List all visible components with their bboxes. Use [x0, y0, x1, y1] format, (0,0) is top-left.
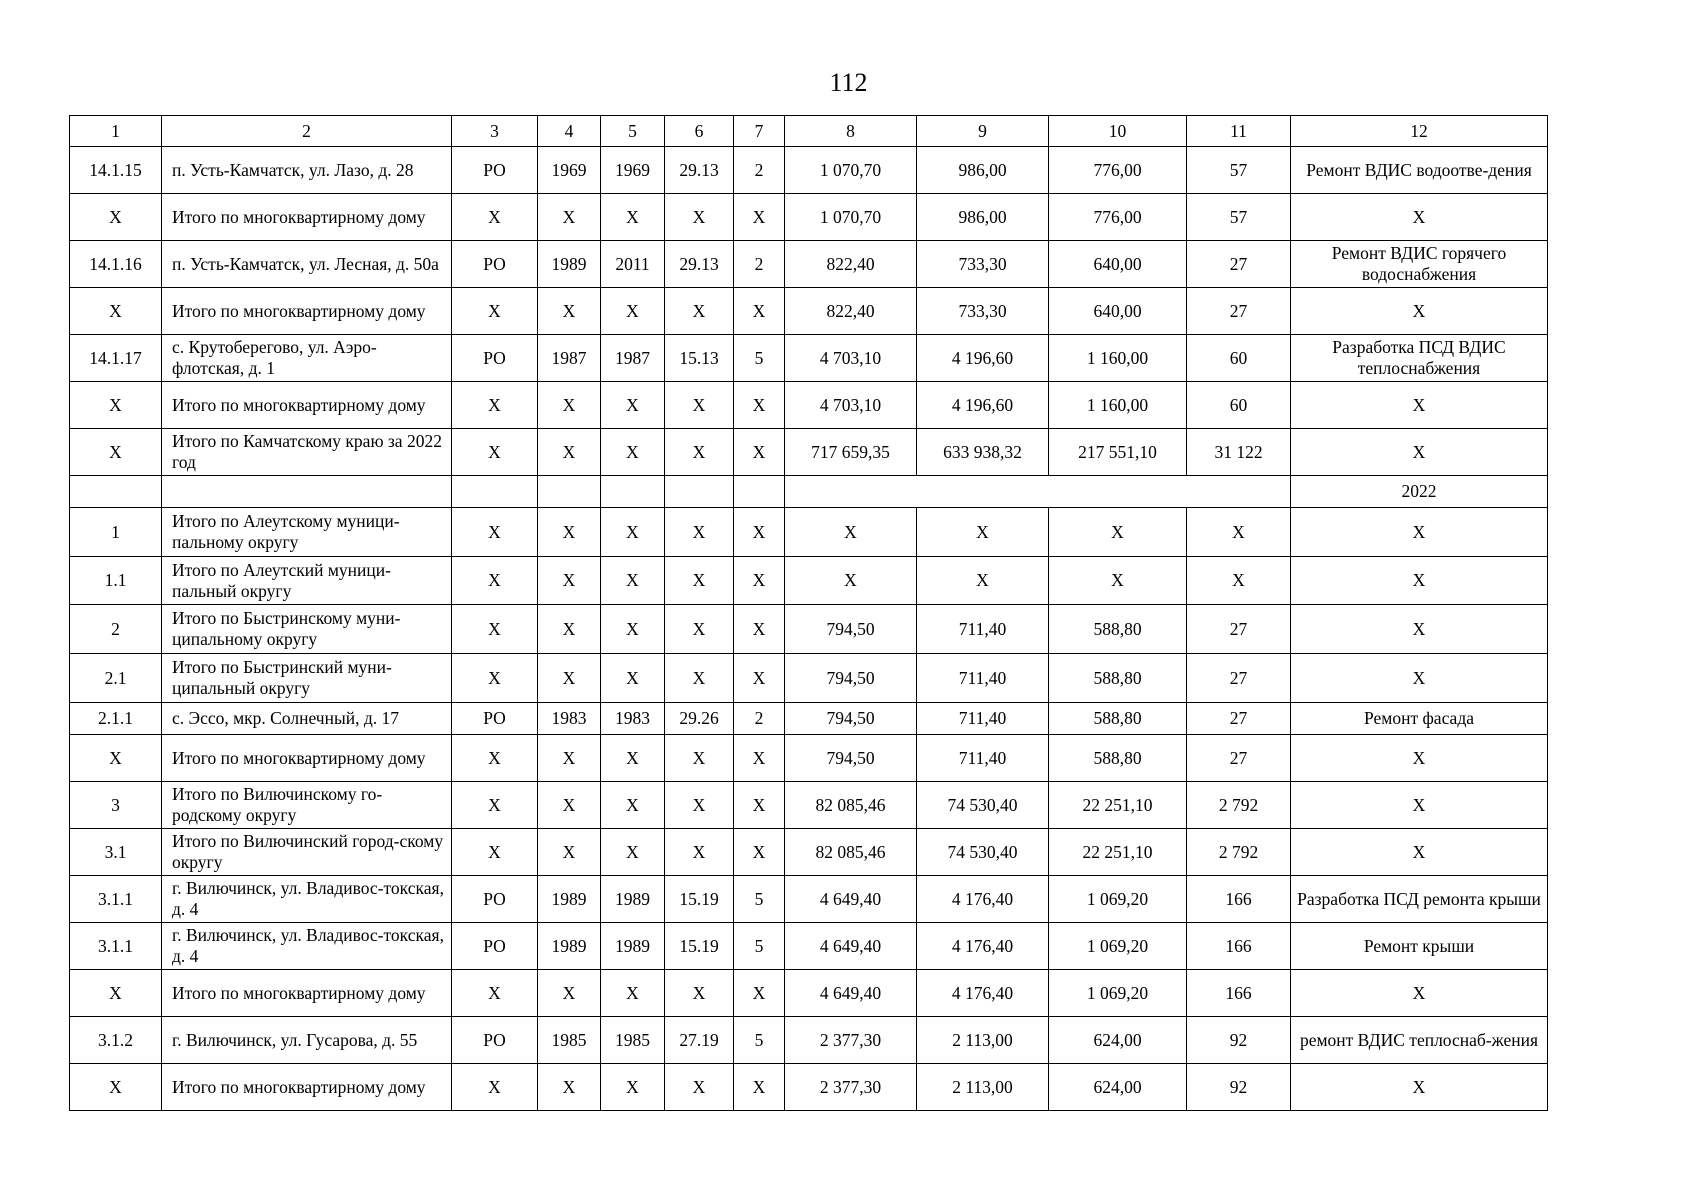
wall-type-cell: 15.19	[665, 876, 734, 923]
living-area-cell: 711,40	[917, 654, 1049, 703]
category-cell: X	[452, 605, 538, 654]
living-area-cell: 711,40	[917, 605, 1049, 654]
floors-cell: X	[734, 829, 785, 876]
year-commissioned-cell: X	[601, 382, 665, 429]
address-cell: Итого по многоквартирному дому	[162, 288, 452, 335]
floors-cell: X	[734, 382, 785, 429]
column-number-cell: 10	[1049, 116, 1187, 147]
year-built-cell: 1985	[538, 1017, 601, 1064]
row-number-cell: X	[70, 429, 162, 476]
work-type-cell: X	[1291, 382, 1548, 429]
non-living-area-cell: 588,80	[1049, 735, 1187, 782]
residents-cell: 60	[1187, 335, 1291, 382]
residents-cell: 31 122	[1187, 429, 1291, 476]
residents-cell: 27	[1187, 605, 1291, 654]
year-commissioned-cell: 1987	[601, 335, 665, 382]
column-number-cell: 5	[601, 116, 665, 147]
category-cell: РО	[452, 335, 538, 382]
year-built-cell: X	[538, 970, 601, 1017]
wall-type-cell: X	[665, 557, 734, 605]
year-commissioned-cell: 1983	[601, 703, 665, 735]
living-area-cell: 711,40	[917, 735, 1049, 782]
address-cell: Итого по Камчатскому краю за 2022 год	[162, 429, 452, 476]
residents-cell: 166	[1187, 970, 1291, 1017]
year-commissioned-cell: X	[601, 429, 665, 476]
row-number-cell: 3.1.2	[70, 1017, 162, 1064]
living-area-cell: 4 196,60	[917, 335, 1049, 382]
work-type-cell: X	[1291, 654, 1548, 703]
total-area-cell: 4 703,10	[785, 335, 917, 382]
year-built-cell: X	[538, 782, 601, 829]
year-built-cell: X	[538, 654, 601, 703]
non-living-area-cell: 1 069,20	[1049, 970, 1187, 1017]
non-living-area-cell: 624,00	[1049, 1064, 1187, 1111]
category-cell: X	[452, 288, 538, 335]
column-number-cell: 12	[1291, 116, 1548, 147]
address-cell: г. Вилючинск, ул. Гусарова, д. 55	[162, 1017, 452, 1064]
floors-cell: 5	[734, 335, 785, 382]
non-living-area-cell: 1 069,20	[1049, 923, 1187, 970]
living-area-cell: 986,00	[917, 147, 1049, 194]
year-built-cell: 1983	[538, 703, 601, 735]
table-row	[70, 829, 1548, 876]
total-area-cell: 4 649,40	[785, 876, 917, 923]
residents-cell: 166	[1187, 876, 1291, 923]
work-type-cell: X	[1291, 782, 1548, 829]
year-built-cell: X	[538, 605, 601, 654]
row-number-cell: 3.1.1	[70, 923, 162, 970]
empty-cell	[452, 476, 538, 508]
wall-type-cell: 15.19	[665, 923, 734, 970]
row-number-cell: 2.1	[70, 654, 162, 703]
living-area-cell: 2 113,00	[917, 1017, 1049, 1064]
address-cell: Итого по многоквартирному дому	[162, 970, 452, 1017]
row-number-cell: 3	[70, 782, 162, 829]
living-area-cell: 4 176,40	[917, 970, 1049, 1017]
year-commissioned-cell: X	[601, 557, 665, 605]
work-type-cell: X	[1291, 970, 1548, 1017]
non-living-area-cell: X	[1049, 508, 1187, 557]
category-cell: РО	[452, 876, 538, 923]
year-built-cell: 1969	[538, 147, 601, 194]
address-cell: Итого по Быстринский муни-ципальный округу	[162, 654, 452, 703]
row-number-cell: 1	[70, 508, 162, 557]
residents-cell: 27	[1187, 703, 1291, 735]
row-number-cell: X	[70, 288, 162, 335]
row-number-cell: 1.1	[70, 557, 162, 605]
table-row	[70, 241, 1548, 288]
table-row	[70, 147, 1548, 194]
year-built-cell: X	[538, 735, 601, 782]
year-commissioned-cell: X	[601, 654, 665, 703]
table-body	[70, 116, 1548, 1111]
table-row	[70, 923, 1548, 970]
row-number-cell: 2.1.1	[70, 703, 162, 735]
column-number-cell: 1	[70, 116, 162, 147]
wall-type-cell: X	[665, 1064, 734, 1111]
living-area-cell: X	[917, 557, 1049, 605]
empty-cell	[538, 476, 601, 508]
year-built-cell: 1987	[538, 335, 601, 382]
floors-cell: X	[734, 970, 785, 1017]
total-area-cell: 1 070,70	[785, 194, 917, 241]
row-number-cell: 14.1.16	[70, 241, 162, 288]
table-row	[70, 382, 1548, 429]
work-type-cell: X	[1291, 829, 1548, 876]
wall-type-cell: X	[665, 970, 734, 1017]
total-area-cell: X	[785, 557, 917, 605]
residents-cell: 166	[1187, 923, 1291, 970]
living-area-cell: X	[917, 508, 1049, 557]
floors-cell: X	[734, 429, 785, 476]
wall-type-cell: X	[665, 829, 734, 876]
year-commissioned-cell: 1969	[601, 147, 665, 194]
residents-cell: 92	[1187, 1064, 1291, 1111]
floors-cell: X	[734, 1064, 785, 1111]
address-cell: с. Эссо, мкр. Солнечный, д. 17	[162, 703, 452, 735]
floors-cell: X	[734, 557, 785, 605]
non-living-area-cell: 588,80	[1049, 605, 1187, 654]
category-cell: X	[452, 429, 538, 476]
work-type-cell: Ремонт фасада	[1291, 703, 1548, 735]
living-area-cell: 986,00	[917, 194, 1049, 241]
address-cell: Итого по Быстринскому муни-ципальному округу	[162, 605, 452, 654]
residents-cell: 57	[1187, 147, 1291, 194]
residents-cell: 2 792	[1187, 829, 1291, 876]
work-type-cell: X	[1291, 735, 1548, 782]
column-number-cell: 11	[1187, 116, 1291, 147]
floors-cell: 5	[734, 923, 785, 970]
column-number-cell: 9	[917, 116, 1049, 147]
table-row	[70, 1017, 1548, 1064]
empty-cell	[162, 476, 452, 508]
empty-cell	[665, 476, 734, 508]
work-type-cell: X	[1291, 288, 1548, 335]
work-type-cell: ремонт ВДИС теплоснаб-жения	[1291, 1017, 1548, 1064]
address-cell: Итого по Алеутский муници-пальный округу	[162, 557, 452, 605]
wall-type-cell: 29.13	[665, 241, 734, 288]
total-area-cell: 82 085,46	[785, 829, 917, 876]
category-cell: РО	[452, 703, 538, 735]
category-cell: X	[452, 735, 538, 782]
work-type-cell: Разработка ПСД ремонта крыши	[1291, 876, 1548, 923]
non-living-area-cell: 640,00	[1049, 288, 1187, 335]
category-cell: X	[452, 508, 538, 557]
work-type-cell: X	[1291, 605, 1548, 654]
category-cell: X	[452, 1064, 538, 1111]
year-commissioned-cell: X	[601, 288, 665, 335]
table-row	[70, 703, 1548, 735]
table-row	[70, 194, 1548, 241]
row-number-cell: 3.1	[70, 829, 162, 876]
wall-type-cell: X	[665, 288, 734, 335]
floors-cell: X	[734, 288, 785, 335]
floors-cell: 5	[734, 876, 785, 923]
floors-cell: 2	[734, 147, 785, 194]
year-commissioned-cell: X	[601, 782, 665, 829]
living-area-cell: 633 938,32	[917, 429, 1049, 476]
page-number: 112	[829, 68, 868, 97]
wall-type-cell: X	[665, 194, 734, 241]
category-cell: X	[452, 382, 538, 429]
living-area-cell: 4 196,60	[917, 382, 1049, 429]
year-built-cell: 1989	[538, 241, 601, 288]
floors-cell: X	[734, 605, 785, 654]
residents-cell: X	[1187, 557, 1291, 605]
year-commissioned-cell: X	[601, 970, 665, 1017]
residents-cell: 27	[1187, 241, 1291, 288]
row-number-cell: X	[70, 735, 162, 782]
year-label: 2022	[1291, 476, 1548, 508]
year-built-cell: X	[538, 829, 601, 876]
category-cell: X	[452, 782, 538, 829]
year-built-cell: 1989	[538, 876, 601, 923]
total-area-cell: 794,50	[785, 735, 917, 782]
repair-register-table	[69, 115, 1548, 1111]
non-living-area-cell: 1 160,00	[1049, 382, 1187, 429]
table-row	[70, 288, 1548, 335]
wall-type-cell: X	[665, 429, 734, 476]
work-type-cell: X	[1291, 429, 1548, 476]
total-area-cell: 717 659,35	[785, 429, 917, 476]
wall-type-cell: 29.26	[665, 703, 734, 735]
non-living-area-cell: 22 251,10	[1049, 782, 1187, 829]
address-cell: Итого по многоквартирному дому	[162, 194, 452, 241]
address-cell: г. Вилючинск, ул. Владивос-токская, д. 4	[162, 923, 452, 970]
row-number-cell: X	[70, 1064, 162, 1111]
column-number-cell: 7	[734, 116, 785, 147]
work-type-cell: Разработка ПСД ВДИС теплоснабжения	[1291, 335, 1548, 382]
table-row	[70, 605, 1548, 654]
living-area-cell: 2 113,00	[917, 1064, 1049, 1111]
total-area-cell: 794,50	[785, 605, 917, 654]
total-area-cell: 822,40	[785, 288, 917, 335]
row-number-cell: 14.1.15	[70, 147, 162, 194]
empty-cell	[734, 476, 785, 508]
non-living-area-cell: X	[1049, 557, 1187, 605]
floors-cell: X	[734, 508, 785, 557]
wall-type-cell: X	[665, 508, 734, 557]
total-area-cell: 794,50	[785, 703, 917, 735]
wall-type-cell: X	[665, 654, 734, 703]
year-commissioned-cell: X	[601, 1064, 665, 1111]
row-number-cell: 3.1.1	[70, 876, 162, 923]
column-number-row	[70, 116, 1548, 147]
year-built-cell: X	[538, 557, 601, 605]
wall-type-cell: X	[665, 605, 734, 654]
row-number-cell: 2	[70, 605, 162, 654]
wall-type-cell: 27.19	[665, 1017, 734, 1064]
table-row	[70, 735, 1548, 782]
wall-type-cell: X	[665, 735, 734, 782]
total-area-cell: 822,40	[785, 241, 917, 288]
row-number-cell: X	[70, 194, 162, 241]
address-cell: Итого по многоквартирному дому	[162, 1064, 452, 1111]
address-cell: Итого по многоквартирному дому	[162, 735, 452, 782]
non-living-area-cell: 22 251,10	[1049, 829, 1187, 876]
residents-cell: 57	[1187, 194, 1291, 241]
address-cell: г. Вилючинск, ул. Владивос-токская, д. 4	[162, 876, 452, 923]
residents-cell: 92	[1187, 1017, 1291, 1064]
address-cell: Итого по Вилючинскому го-родскому округу	[162, 782, 452, 829]
category-cell: РО	[452, 147, 538, 194]
category-cell: X	[452, 557, 538, 605]
total-area-cell: 82 085,46	[785, 782, 917, 829]
non-living-area-cell: 588,80	[1049, 703, 1187, 735]
non-living-area-cell: 217 551,10	[1049, 429, 1187, 476]
address-cell: Итого по многоквартирному дому	[162, 382, 452, 429]
work-type-cell: Ремонт ВДИС водоотве-дения	[1291, 147, 1548, 194]
residents-cell: 2 792	[1187, 782, 1291, 829]
empty-cell	[601, 476, 665, 508]
wall-type-cell: X	[665, 382, 734, 429]
table-row	[70, 508, 1548, 557]
row-number-cell: X	[70, 382, 162, 429]
year-built-cell: 1989	[538, 923, 601, 970]
wall-type-cell: X	[665, 782, 734, 829]
floors-cell: X	[734, 782, 785, 829]
row-number-cell: X	[70, 970, 162, 1017]
floors-cell: X	[734, 654, 785, 703]
row-number-cell: 14.1.17	[70, 335, 162, 382]
year-section-row	[70, 476, 1548, 508]
non-living-area-cell: 776,00	[1049, 194, 1187, 241]
table-row	[70, 654, 1548, 703]
year-commissioned-cell: 1985	[601, 1017, 665, 1064]
floors-cell: 2	[734, 241, 785, 288]
year-commissioned-cell: 1989	[601, 923, 665, 970]
table-row	[70, 782, 1548, 829]
floors-cell: 2	[734, 703, 785, 735]
living-area-cell: 711,40	[917, 703, 1049, 735]
wall-type-cell: 15.13	[665, 335, 734, 382]
non-living-area-cell: 776,00	[1049, 147, 1187, 194]
work-type-cell: X	[1291, 194, 1548, 241]
year-commissioned-cell: X	[601, 735, 665, 782]
address-cell: п. Усть-Камчатск, ул. Лесная, д. 50а	[162, 241, 452, 288]
non-living-area-cell: 1 160,00	[1049, 335, 1187, 382]
category-cell: РО	[452, 241, 538, 288]
floors-cell: X	[734, 194, 785, 241]
table-row	[70, 557, 1548, 605]
non-living-area-cell: 624,00	[1049, 1017, 1187, 1064]
year-built-cell: X	[538, 508, 601, 557]
table-row	[70, 970, 1548, 1017]
work-type-cell: Ремонт крыши	[1291, 923, 1548, 970]
address-cell: Итого по Алеутскому муници-пальному округу	[162, 508, 452, 557]
category-cell: X	[452, 194, 538, 241]
empty-merged-cell	[785, 476, 1291, 508]
year-commissioned-cell: X	[601, 829, 665, 876]
column-number-cell: 6	[665, 116, 734, 147]
table-row	[70, 429, 1548, 476]
column-number-cell: 4	[538, 116, 601, 147]
year-commissioned-cell: X	[601, 194, 665, 241]
table-row	[70, 1064, 1548, 1111]
year-built-cell: X	[538, 288, 601, 335]
category-cell: X	[452, 654, 538, 703]
living-area-cell: 74 530,40	[917, 782, 1049, 829]
year-built-cell: X	[538, 1064, 601, 1111]
living-area-cell: 4 176,40	[917, 923, 1049, 970]
work-type-cell: X	[1291, 508, 1548, 557]
column-number-cell: 2	[162, 116, 452, 147]
non-living-area-cell: 588,80	[1049, 654, 1187, 703]
category-cell: X	[452, 970, 538, 1017]
living-area-cell: 4 176,40	[917, 876, 1049, 923]
table-row	[70, 876, 1548, 923]
empty-cell	[70, 476, 162, 508]
residents-cell: 27	[1187, 288, 1291, 335]
column-number-cell: 3	[452, 116, 538, 147]
work-type-cell: X	[1291, 557, 1548, 605]
year-commissioned-cell: 2011	[601, 241, 665, 288]
year-built-cell: X	[538, 194, 601, 241]
living-area-cell: 733,30	[917, 288, 1049, 335]
living-area-cell: 733,30	[917, 241, 1049, 288]
category-cell: РО	[452, 923, 538, 970]
year-built-cell: X	[538, 382, 601, 429]
residents-cell: 27	[1187, 654, 1291, 703]
total-area-cell: 794,50	[785, 654, 917, 703]
wall-type-cell: 29.13	[665, 147, 734, 194]
year-commissioned-cell: X	[601, 605, 665, 654]
floors-cell: 5	[734, 1017, 785, 1064]
floors-cell: X	[734, 735, 785, 782]
total-area-cell: 4 703,10	[785, 382, 917, 429]
residents-cell: X	[1187, 508, 1291, 557]
living-area-cell: 74 530,40	[917, 829, 1049, 876]
total-area-cell: 2 377,30	[785, 1017, 917, 1064]
total-area-cell: 4 649,40	[785, 970, 917, 1017]
year-commissioned-cell: 1989	[601, 876, 665, 923]
total-area-cell: 4 649,40	[785, 923, 917, 970]
total-area-cell: 2 377,30	[785, 1064, 917, 1111]
category-cell: X	[452, 829, 538, 876]
address-cell: п. Усть-Камчатск, ул. Лазо, д. 28	[162, 147, 452, 194]
residents-cell: 60	[1187, 382, 1291, 429]
year-built-cell: X	[538, 429, 601, 476]
work-type-cell: Ремонт ВДИС горячего водоснабжения	[1291, 241, 1548, 288]
year-commissioned-cell: X	[601, 508, 665, 557]
column-number-cell: 8	[785, 116, 917, 147]
table-row	[70, 335, 1548, 382]
residents-cell: 27	[1187, 735, 1291, 782]
total-area-cell: X	[785, 508, 917, 557]
non-living-area-cell: 1 069,20	[1049, 876, 1187, 923]
address-cell: Итого по Вилючинский город-скому округу	[162, 829, 452, 876]
address-cell: с. Крутоберегово, ул. Аэро-флотская, д. 1	[162, 335, 452, 382]
work-type-cell: X	[1291, 1064, 1548, 1111]
total-area-cell: 1 070,70	[785, 147, 917, 194]
category-cell: РО	[452, 1017, 538, 1064]
non-living-area-cell: 640,00	[1049, 241, 1187, 288]
